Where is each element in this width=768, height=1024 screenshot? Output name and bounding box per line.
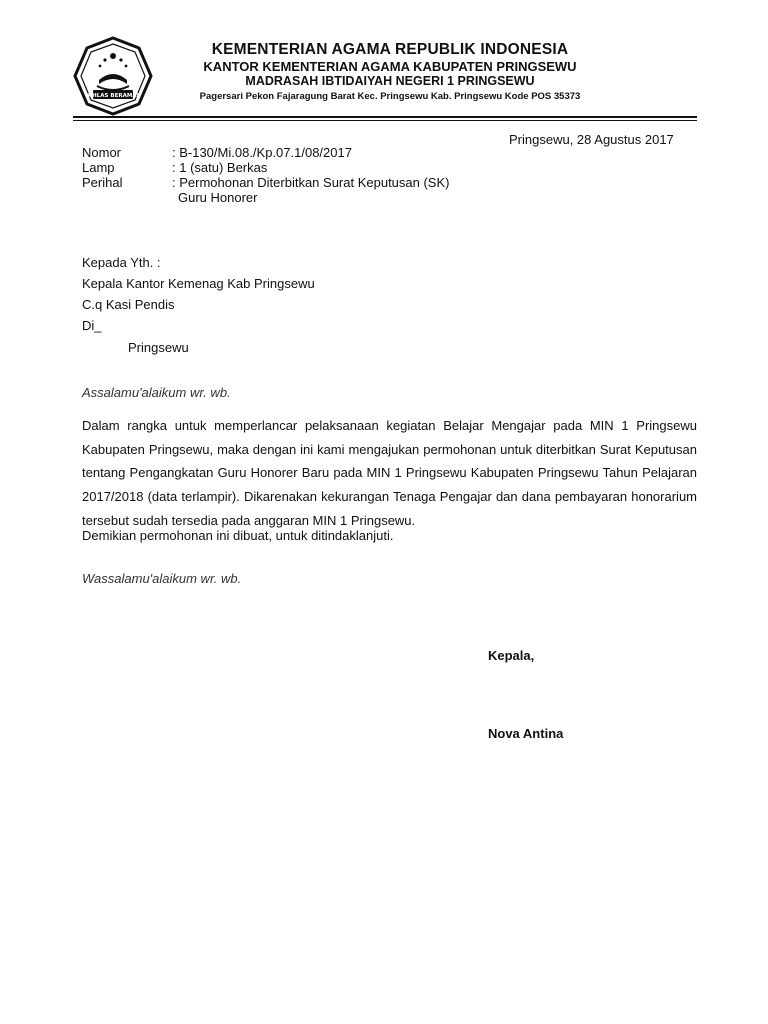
letterhead-rule-thick bbox=[73, 116, 697, 118]
letter-date: Pringsewu, 28 Agustus 2017 bbox=[509, 132, 674, 147]
signature-name: Nova Antina bbox=[488, 726, 564, 741]
meta-nomor-value: : B-130/Mi.08./Kp.07.1/08/2017 bbox=[172, 145, 352, 160]
meta-nomor bbox=[82, 145, 502, 160]
ministry-logo bbox=[73, 36, 153, 116]
recipient-city: Pringsewu bbox=[128, 340, 189, 355]
letterhead-office: KANTOR KEMENTERIAN AGAMA KABUPATEN PRINGSEWU bbox=[203, 59, 577, 74]
logo-motto: IKHLAS BERAMAL bbox=[85, 93, 141, 99]
closing-greeting: Wassalamu'alaikum wr. wb. bbox=[82, 571, 242, 586]
letterhead-address: Pagersari Pekon Fajaragung Barat Kec. Pringsewu Kab. Pringsewu Kode POS 35373 bbox=[199, 91, 581, 102]
meta-lamp bbox=[82, 160, 502, 175]
meta-perihal-cont bbox=[82, 190, 502, 205]
meta-perihal-label: Perihal bbox=[82, 175, 123, 190]
letterhead-ministry: KEMENTERIAN AGAMA REPUBLIK INDONESIA bbox=[211, 41, 569, 58]
meta-perihal bbox=[82, 175, 502, 190]
opening-greeting: Assalamu'alaikum wr. wb. bbox=[82, 385, 231, 400]
letterhead-school: MADRASAH IBTIDAIYAH NEGERI 1 PRINGSEWU bbox=[245, 74, 535, 88]
letter-meta bbox=[82, 145, 502, 205]
meta-perihal-value: : Permohonan Diterbitkan Surat Keputusan (SK) bbox=[172, 175, 450, 190]
meta-lamp-label: Lamp bbox=[82, 160, 115, 175]
meta-perihal-value-2: Guru Honorer bbox=[178, 190, 258, 205]
recipient-salutation: Kepada Yth. : bbox=[82, 255, 161, 270]
recipient-cq: C.q Kasi Pendis bbox=[82, 297, 175, 312]
body-paragraph-2: Demikian permohonan ini dibuat, untuk ditindaklanjuti. bbox=[82, 528, 394, 543]
letterhead-rule-thin bbox=[73, 120, 697, 121]
letterhead bbox=[160, 40, 620, 104]
recipient-name: Kepala Kantor Kemenag Kab Pringsewu bbox=[82, 276, 315, 291]
signature-title: Kepala, bbox=[488, 648, 535, 663]
recipient-di: Di_ bbox=[82, 318, 102, 333]
body-paragraph-1: Dalam rangka untuk memperlancar pelaksanaan kegiatan Belajar Mengajar pada MIN 1 Pringsewu Kabupaten Pringsewu, maka dengan ini kami mengajukan permohonan untuk diterbitkan Surat Keputusan tentang Pengangkatan Guru Honorer Baru pada MIN 1 Pringsewu Kabupaten Pringsewu Tahun Pelajaran 2017/2018 (data terlampir). Dikarenakan kekurangan Tenaga Pengajar dan dana pembayaran honorarium tersebut sudah tersedia pada anggaran MIN 1 Pringsewu. bbox=[82, 418, 697, 528]
meta-lamp-value: : 1 (satu) Berkas bbox=[172, 160, 268, 175]
meta-nomor-label: Nomor bbox=[82, 145, 122, 160]
